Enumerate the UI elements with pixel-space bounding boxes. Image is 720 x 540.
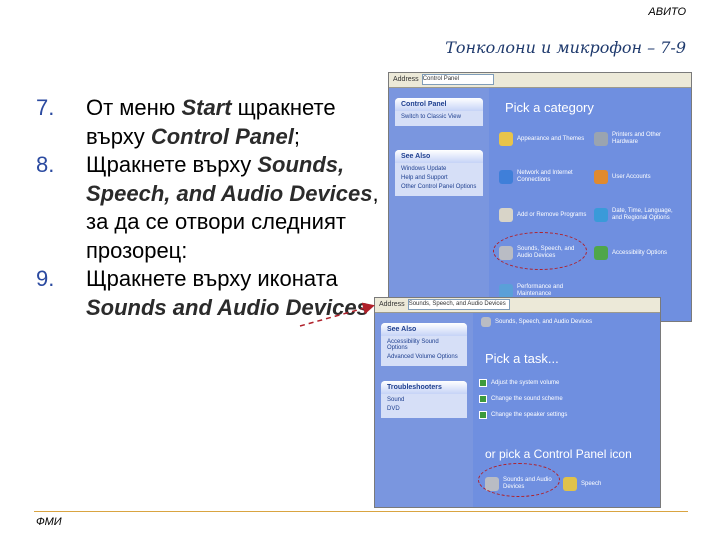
icon-sounds-audio[interactable]: Sounds and Audio Devices <box>485 477 555 491</box>
category-performance[interactable]: Performance and Maintenance <box>499 284 589 298</box>
address-bar: Address Control Panel <box>389 73 691 88</box>
troubleshooters-box: Troubleshooters Sound DVD <box>381 381 467 418</box>
category-accessibility[interactable]: Accessibility Options <box>594 246 684 260</box>
step-number: 8. <box>36 152 55 177</box>
category-sounds[interactable]: Sounds, Speech, and Audio Devices <box>499 246 589 260</box>
step-number: 7. <box>36 95 55 120</box>
pick-category-heading: Pick a category <box>505 100 594 115</box>
step-text: Щракнете върху иконата Sounds and Audio Devices <box>86 266 369 320</box>
category-date-time[interactable]: Date, Time, Language, and Regional Options <box>594 208 684 222</box>
task-link[interactable]: Change the speaker settings <box>479 411 567 419</box>
footer-divider <box>34 511 688 512</box>
see-also-box: See Also Windows Update Help and Support Other Control Panel Options <box>395 150 483 196</box>
task-link[interactable]: Change the sound scheme <box>479 395 563 403</box>
category-network[interactable]: Network and Internet Connections <box>499 170 589 184</box>
step-number: 9. <box>36 266 55 291</box>
footer-label: ФМИ <box>36 516 62 528</box>
address-bar: Address Sounds, Speech, and Audio Devices <box>375 298 660 313</box>
category-add-remove[interactable]: Add or Remove Programs <box>499 208 589 222</box>
icon-speech[interactable]: Speech <box>563 477 623 491</box>
see-also-box: See Also Accessibility Sound Options Advanced Volume Options <box>381 323 467 366</box>
pick-icon-heading: or pick a Control Panel icon <box>485 447 632 461</box>
category-printers[interactable]: Printers and Other Hardware <box>594 132 684 146</box>
category-appearance[interactable]: Appearance and Themes <box>499 132 589 146</box>
step-text: От меню Start щракнете върху Control Panel; <box>86 95 336 149</box>
window-heading: Sounds, Speech, and Audio Devices <box>481 317 651 327</box>
corner-label: АВИТО <box>648 6 686 18</box>
control-panel-box: Control Panel Switch to Classic View <box>395 98 483 126</box>
category-user-accounts[interactable]: User Accounts <box>594 170 684 184</box>
slide-title: Тонколони и микрофон – 7-9 <box>445 38 686 57</box>
pick-task-heading: Pick a task... <box>485 351 559 366</box>
step-text: Щракнете върху Sounds, Speech, and Audio Devices, за да се отвори следният прозорец: <box>86 152 379 263</box>
task-link[interactable]: Adjust the system volume <box>479 379 559 387</box>
